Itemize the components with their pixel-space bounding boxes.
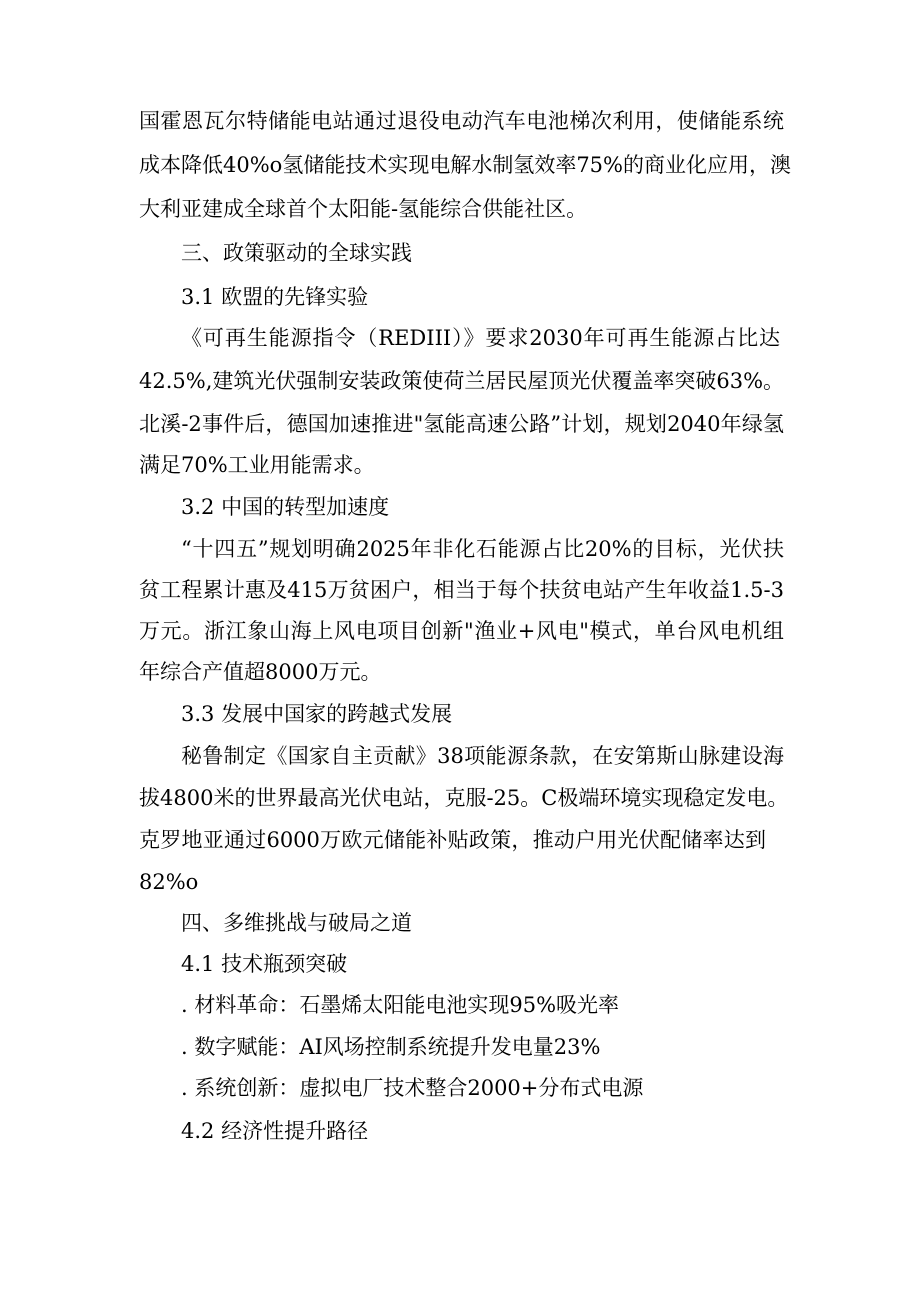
paragraph-line: 贫工程累计惠及415万贫困户，相当于每个扶贫电站产生年收益1.5-3 (139, 578, 784, 602)
subsection-heading: 4.1 技术瓶颈突破 (181, 952, 348, 976)
list-item: . 系统创新：虚拟电厂技术整合2000+分布式电源 (181, 1076, 644, 1100)
paragraph-line: 成本降低40%o氢储能技术实现电解水制氢效率75%的商业化应用，澳 (139, 153, 791, 177)
subsection-heading: 3.1 欧盟的先锋实验 (181, 285, 369, 309)
paragraph-line: 42.5%,建筑光伏强制安装政策使荷兰居民屋顶光伏覆盖率突破63%。 (139, 369, 785, 393)
subsection-heading: 3.3 发展中国家的跨越式发展 (181, 702, 453, 726)
paragraph-line: “十四五”规划明确2025年非化石能源占比20%的目标，光伏扶 (181, 537, 784, 561)
paragraph-line: 万元。浙江象山海上风电项目创新"渔业+风电"模式，单台风电机组 (139, 619, 784, 643)
paragraph-line: 国霍恩瓦尔特储能电站通过退役电动汽车电池梯次利用，使储能系统 (139, 109, 784, 133)
paragraph-line: 拔4800米的世界最高光伏电站，克服-25。C极端环境实现稳定发电。 (139, 786, 789, 810)
subsection-heading: 4.2 经济性提升路径 (181, 1119, 369, 1143)
paragraph-line: 克罗地亚通过6000万欧元储能补贴政策，推动户用光伏配储率达到 (139, 828, 766, 852)
paragraph-line: 北溪-2事件后，德国加速推进"氢能高速公路”计划，规划2040年绿氢 (139, 412, 784, 436)
paragraph-line: 年综合产值超8000万元。 (139, 660, 382, 684)
paragraph-line: 《可再生能源指令（REDIII）》要求2030年可再生能源占比达 (181, 326, 780, 350)
subsection-heading: 3.2 中国的转型加速度 (181, 495, 390, 519)
paragraph-line: 82%o (139, 870, 199, 894)
section-heading: 三、政策驱动的全球实践 (181, 241, 412, 265)
list-item: . 数字赋能：AI风场控制系统提升发电量23% (181, 1035, 601, 1059)
paragraph-line: 秘鲁制定《国家自主贡献》38项能源条款，在安第斯山脉建设海 (181, 744, 784, 768)
paragraph-line: 满足70%工业用能需求。 (139, 453, 375, 477)
section-heading: 四、多维挑战与破局之道 (181, 911, 412, 935)
paragraph-line: 大利亚建成全球首个太阳能-氢能综合供能社区。 (139, 197, 588, 221)
list-item: . 材料革命：石墨烯太阳能电池实现95%吸光率 (181, 993, 620, 1017)
